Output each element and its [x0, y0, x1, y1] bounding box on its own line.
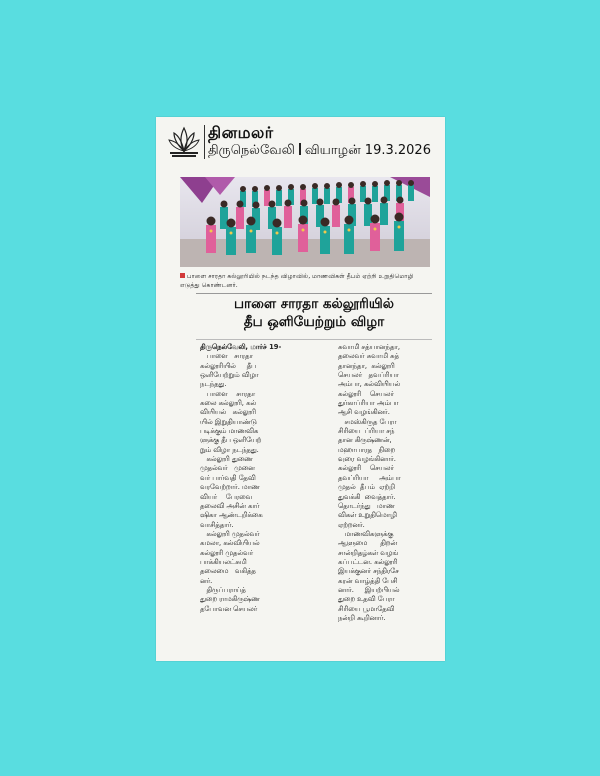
photo-caption [180, 272, 432, 290]
article-text-line: தவப்ரியா அம்பா [338, 473, 401, 482]
article-text-line: மஹாபாரத நிறை [338, 445, 396, 454]
article-text-line: நன்றி கூறினார். [338, 613, 386, 622]
article-column-2 [338, 343, 424, 623]
newspaper-name: தினமலர் [208, 123, 274, 142]
article-text-line: சான்றிதழ்கள் வழங் [338, 548, 399, 557]
article-text-line: கலை கல்லூரி, கல் [200, 399, 257, 408]
article-text-line: சமஸ்கிருத பேரா [338, 417, 397, 426]
article-text-line: துவக்கி வைத்தார். [338, 492, 396, 501]
article-text-line: கல்லூரி செயலர் [338, 464, 394, 473]
headline-top-rule [196, 293, 432, 294]
article-text-line: மாணவிகளுக்கு [338, 529, 394, 538]
article-text-line: தபோவன செயலர் [200, 604, 258, 613]
article-text-line: ளுக்கு தீப ஒளியேற் [200, 436, 262, 445]
news-photo [180, 177, 430, 267]
article-text-line: பாளை சாரதா [200, 389, 256, 398]
article-text-line: கல்லூரி செயலர் [338, 389, 394, 398]
article-text-line: முதல் தீபம் ஏற்றி [338, 483, 395, 492]
masthead [166, 121, 438, 163]
article-text-line: னர். [200, 576, 213, 585]
article-text-line: வுரை வழங்கினார். [338, 455, 396, 464]
edition-line [208, 143, 431, 159]
article-text-line: வாசித்தார். [200, 520, 234, 529]
caption-text: பாளை சாரதா கல்லூரியில் நடந்த விழாவில், மாணவிகள் தீபம் ஏற்றி உறுதிமொழி எடுத்து கொண்டனர். [180, 273, 414, 289]
edition-separator [299, 143, 301, 155]
article-text-line: கல்லூரி முதல்வர் [200, 548, 254, 557]
article-text-line: வர் பார்வதி தேவி [200, 473, 256, 482]
masthead-divider [204, 125, 205, 159]
article-text-line: திருப்பராய்த் [200, 585, 246, 594]
article-text-line: சிரியை பூமாதேவி [338, 604, 395, 613]
article-headline [196, 295, 432, 331]
article-text-line: துர்காப்ரியா அம்பா [338, 399, 399, 408]
article-text-line: ஷிகா ஆண்டறிக்கை [200, 511, 263, 520]
article-text-line: பாக்கியலட்சுமி [200, 557, 247, 566]
headline-line-1: பாளை சாரதா கல்லூரியில் [234, 296, 394, 312]
caption-marker [180, 273, 185, 278]
article-text-line: தான கிருஷ்ணன், [338, 436, 392, 445]
article-dateline: திருநெல்வேலி, மார்ச் 19- [200, 343, 282, 351]
headline-bottom-rule [196, 339, 432, 340]
article-text-line: தொடர்ந்து மாண [338, 501, 395, 510]
students-lamp-ceremony-photo [180, 177, 430, 267]
article-text-line: துறை ராமகிருஷ்ண [200, 595, 260, 604]
article-text-line: தலைவர் சுவாமி சுத் [338, 352, 399, 361]
article-text-line: கரன் வாழ்த்தி பேசி [338, 576, 398, 585]
article-text-line: இயக்குனர் சந்திரசே [338, 567, 399, 576]
article-text-line: தானந்தா, கல்லூரி [338, 361, 395, 370]
article-text-line: கமலா, கல்வியியல் [200, 539, 260, 548]
article-text-line: ஆளுமை திறன் [338, 539, 398, 548]
article-text-line: கல்லூரி துணை [200, 455, 253, 464]
article-text-line: பாளை சாரதா [200, 352, 253, 361]
article-text-line: தலைவி அசின் கார் [200, 501, 260, 510]
article-text-line: விகள் உறுதிமொழி [338, 511, 397, 520]
article-text-line: ஏற்றனர். [338, 520, 365, 529]
article-text-line: துறை உதவி பேரா [338, 595, 395, 604]
newspaper-clipping [156, 117, 445, 661]
article-text-line: கல்லூரியில் தீப [200, 361, 257, 370]
headline-line-2: தீப ஒளியேற்றும் விழா [243, 314, 385, 330]
lotus-logo-icon [168, 124, 200, 158]
article-text-line: றும் விழா நடந்தது. [200, 445, 259, 454]
article-text-line: வியர் பேரவை [200, 492, 253, 501]
edition-city: திருநெல்வேலி [208, 143, 295, 158]
article-text-line: தலைமை வகித்த [200, 567, 256, 576]
article-text-line: சுவாமி சத்யானந்தா, [338, 343, 401, 351]
article-text-line: படிக்கும் மாணவிக [200, 427, 259, 436]
article-text-line: னார். இயற்பியல் [338, 585, 400, 594]
article-text-line: சிரியை ப்ரியா சந் [338, 427, 395, 436]
article-text-line: ஒளியேற்றும் விழா [200, 371, 259, 380]
article-text-line: கப்பட்டன. கல்லூரி [338, 557, 398, 566]
article-text-line: நடந்தது. [200, 380, 227, 389]
article-text-line: செயலர் தவப்ரியா [338, 371, 399, 380]
article-text-line: முதல்வர் முனை [200, 464, 255, 473]
article-text-line: வரவேற்றார். மாண [200, 483, 260, 492]
article-column-1 [200, 343, 286, 614]
article-text-line: வியியல் கல்லூரி [200, 408, 256, 417]
article-text-line: யில் இறுதியாண்டு [200, 417, 257, 426]
article-text-line: கல்லூரி முதல்வர் [200, 529, 260, 538]
article-text-line: ஆசி வழங்கினர். [338, 408, 390, 417]
article-text-line: அம்பா, கல்வியியல் [338, 380, 401, 389]
edition-date: வியாழன் 19.3.2026 [304, 143, 431, 158]
